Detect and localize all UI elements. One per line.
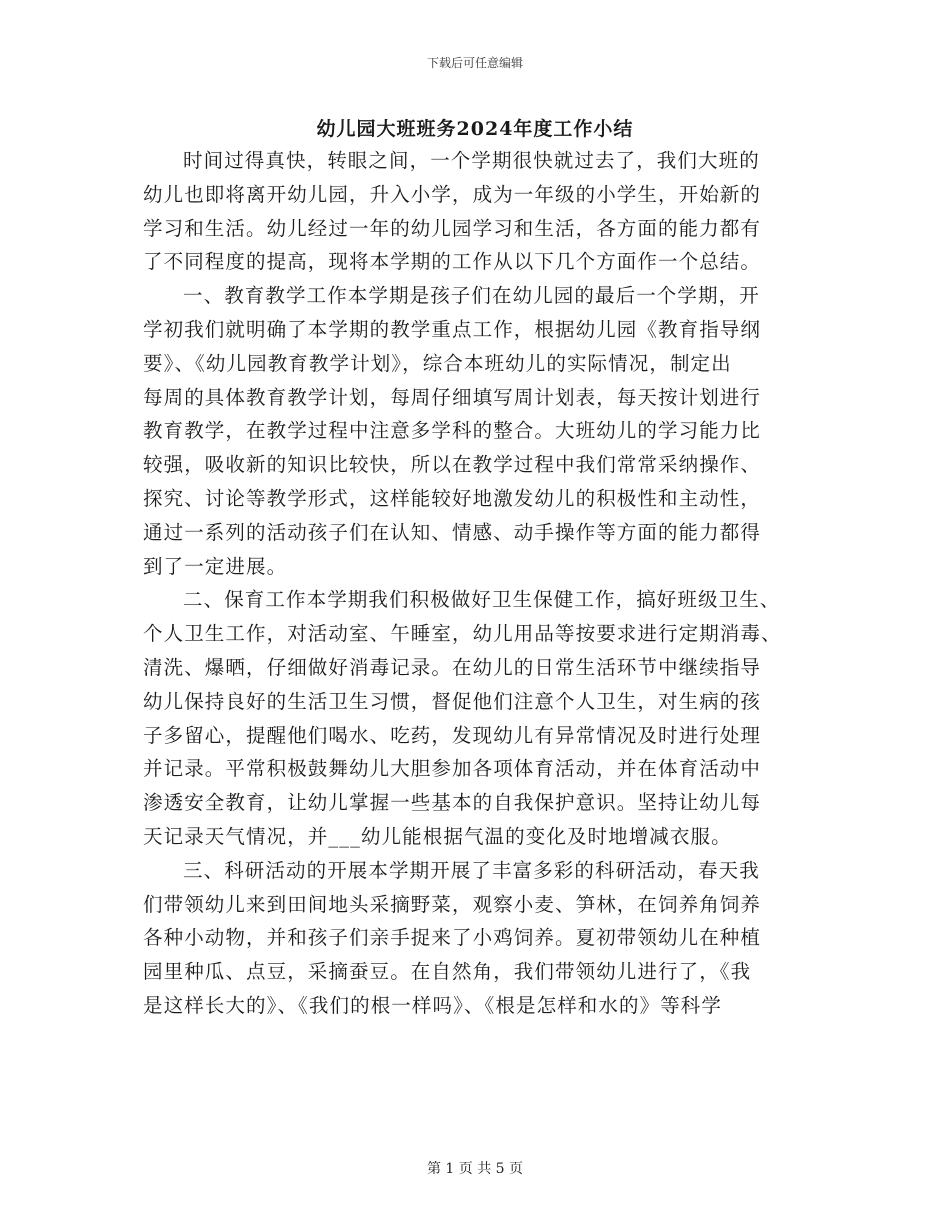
paragraph-line: 通过一系列的活动孩子们在认知、情感、动手操作等方面的能力都得 (143, 520, 762, 544)
paragraph-research (143, 854, 815, 1023)
paragraph-line: 要》、《幼儿园教育教学计划》，综合本班幼儿的实际情况，制定出 (143, 351, 732, 375)
paragraph-line: 园里种瓜、点豆，采摘蚕豆。在自然角，我们带领幼儿进行了，《我 (143, 960, 752, 984)
paragraph-line: 每周的具体教育教学计划，每周仔细填写周计划表，每天按计划进行 (143, 385, 762, 409)
paragraph-line: 二、保育工作本学期我们积极做好卫生保健工作，搞好班级卫生、 (183, 588, 781, 612)
paragraph-line: 并记录。平常积极鼓舞幼儿大胆参加各项体育活动，并在体育活动中 (143, 757, 762, 781)
paragraph-teaching (143, 279, 815, 583)
paragraph-line: 学初我们就明确了本学期的教学重点工作，根据幼儿园《教育指导纲 (143, 317, 762, 341)
paragraph-line: 较强，吸收新的知识比较快，所以在教学过程中我们常常采纳操作、 (143, 453, 762, 477)
paragraph-line: 三、科研活动的开展本学期开展了丰富多彩的科研活动，春天我 (183, 858, 760, 882)
document-body (143, 144, 815, 1023)
paragraph-line: 们带领幼儿来到田间地头采摘野菜，观察小麦、笋林，在饲养角饲养 (143, 892, 762, 916)
paragraph-line: 幼儿保持良好的生活卫生习惯，督促他们注意个人卫生，对生病的孩 (143, 689, 762, 713)
paragraph-line: 各种小动物，并和孩子们亲手捉来了小鸡饲养。夏初带领幼儿在种植 (143, 926, 762, 950)
paragraph-line: 渗透安全教育，让幼儿掌握一些基本的自我保护意识。坚持让幼儿每 (143, 791, 762, 815)
paragraph-line: 一、教育教学工作本学期是孩子们在幼儿园的最后一个学期，开 (183, 284, 760, 308)
paragraph-line: 到了一定进展。 (143, 554, 288, 578)
page-number: 第 1 页 共 5 页 (426, 1161, 524, 1177)
paragraph-care (143, 583, 815, 853)
paragraph-line: 幼儿也即将离开幼儿园，升入小学，成为一年级的小学生，开始新的 (143, 182, 762, 206)
paragraph-intro (143, 144, 815, 279)
paragraph-line: 清洗、爆晒，仔细做好消毒记录。在幼儿的日常生活环节中继续指导 (143, 655, 762, 679)
paragraph-line: 个人卫生工作，对活动室、午睡室，幼儿用品等按要求进行定期消毒、 (143, 622, 782, 646)
page-header-note: 下载后可任意编辑 (426, 56, 523, 70)
paragraph-line: 时间过得真快，转眼之间，一个学期很快就过去了，我们大班的 (183, 149, 760, 172)
paragraph-line: 学习和生活。幼儿经过一年的幼儿园学习和生活，各方面的能力都有 (143, 216, 762, 240)
paragraph-line: 天记录天气情况，并___幼儿能根据气温的变化及时地增减衣服。 (143, 824, 732, 848)
paragraph-line: 教育教学，在教学过程中注意多学科的整合。大班幼儿的学习能力比 (143, 419, 762, 443)
paragraph-line: 了不同程度的提高，现将本学期的工作从以下几个方面作一个总结。 (143, 250, 762, 274)
paragraph-line: 子多留心，提醒他们喝水、吃药，发现幼儿有异常情况及时进行处理 (143, 723, 762, 747)
paragraph-line: 探究、讨论等教学形式，这样能较好地激发幼儿的积极性和主动性， (143, 486, 762, 510)
paragraph-line: 是这样长大的》、《我们的根一样吗》、《根是怎样和水的》等科学 (143, 993, 723, 1017)
document-title: 幼儿园大班班务2024年度工作小结 (316, 118, 634, 140)
